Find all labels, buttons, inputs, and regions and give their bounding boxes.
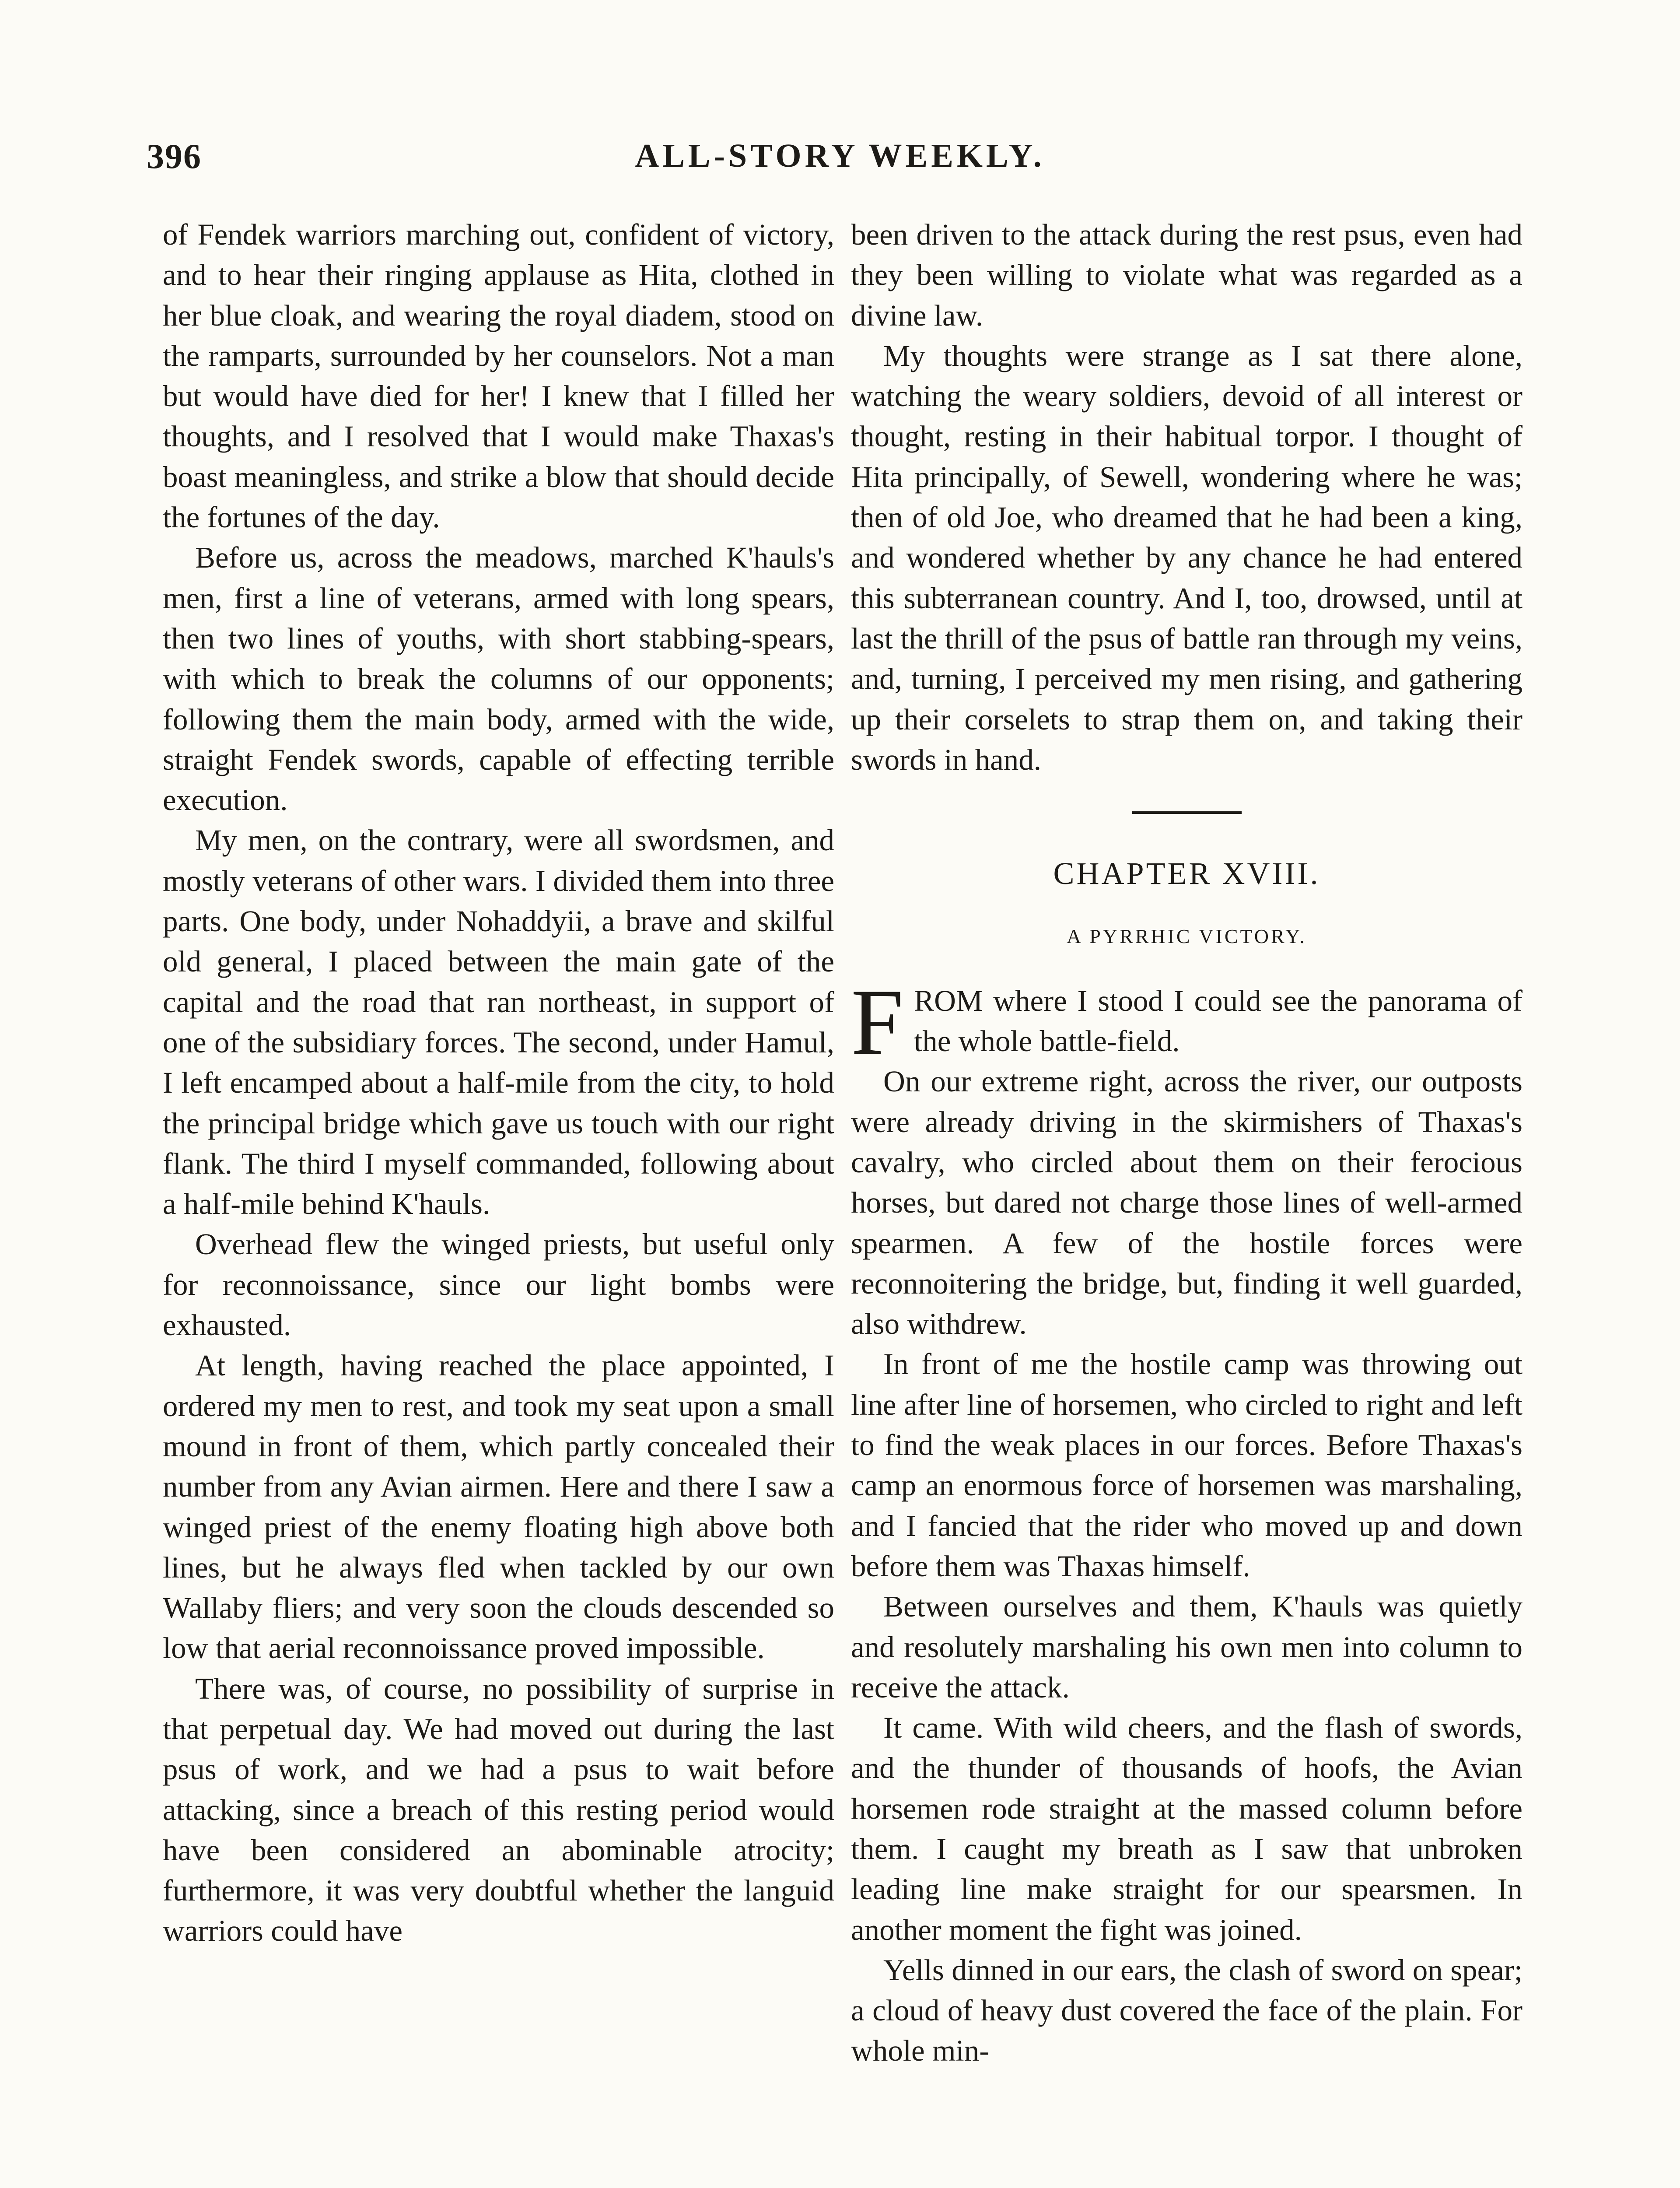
paragraph: Between ourselves and them, K'hauls was quietly and resolutely marshaling his own men into column to receive the attack. [851,1590,1522,1704]
section-divider [1132,811,1242,814]
right-column [851,214,1522,2071]
opening-paragraph-text: ROM where I stood I could see the panorama of the whole battle-field. [914,984,1522,1058]
page-number: 396 [147,137,202,176]
paragraph: My thoughts were strange as I sat there alone, watching the weary soldiers, devoid of all interest or thought, resting in their habitual torpor. I thought of Hita principally, of Sewell, wondering where he was; then of old Joe, who dreamed that he had been a king, and wondered whether by any chance he had entered this subterranean country. And I, too, drowsed, until at last the thrill of the psus of battle ran through my veins, and, turning, I perceived my men rising, and gathering up their corselets to strap them on, and taking their swords in hand. [851,339,1522,776]
running-head: ALL-STORY WEEKLY. [635,137,1045,174]
paragraph: Before us, across the meadows, marched K'hauls's men, first a line of veterans, armed with long spears, then two lines of youths, with short stabbing-spears, with which to break the columns of our opponents; following them the main body, armed with the wide, straight Fendek swords, capable of effecting terrible execution. [163,541,834,817]
paragraph: There was, of course, no possibility of surprise in that perpetual day. We had moved out during the last psus of work, and we had a psus to wait before attacking, since a breach of this resting period would have been considered an abominable atrocity; furthermore, it was very doubtful whether the languid warriors could have [163,1672,834,1948]
paragraph: of Fendek warriors marching out, confident of victory, and to hear their ringing applause as Hita, clothed in her blue cloak, and wearing the royal diadem, stood on the ramparts, surrounded by her counselors. Not a man but would have died for her! I knew that I filled her thoughts, and I resolved that I would make Thaxas's boast meaningless, and strike a blow that should decide the fortunes of the day. [163,218,834,534]
paragraph: In front of me the hostile camp was throwing out line after line of horsemen, who circled to right and left to find the weak places in our forces. Before Thaxas's camp an enormous force of horsemen was marshaling, and I fancied that the rider who moved up and down before them was Thaxas himself. [851,1347,1522,1583]
paragraph: On our extreme right, across the river, our outposts were already driving in the skirmishers of Thaxas's cavalry, who circled about them on their ferocious horses, but dared not charge those lines of well-armed spearmen. A few of the hostile forces were reconnoitering the bridge, but, finding it well guarded, also withdrew. [851,1065,1522,1341]
paragraph: It came. With wild cheers, and the flash of swords, and the thunder of thousands of hoofs, the Avian horsemen rode straight at the massed column before them. I caught my breath as I saw that unbroken leading line make straight for our spearsmen. In another moment the fight was joined. [851,1711,1522,1946]
left-column [163,214,834,1951]
opening-paragraph [851,969,1522,1074]
paragraph: Yells dinned in our ears, the clash of sword on spear; a cloud of heavy dust covered the face of the plain. For whole min- [851,1953,1522,2068]
chapter-title: CHAPTER XVIII. [1053,856,1320,891]
paragraph: Overhead flew the winged priests, but useful only for reconnoissance, since our light bombs were exhausted. [163,1227,834,1342]
drop-cap: F [851,969,904,1074]
paragraph: been driven to the attack during the rest psus, even had they been willing to violate what was regarded as a divine law. [851,218,1522,332]
paragraph: My men, on the contrary, were all swordsmen, and mostly veterans of other wars. I divided them into three parts. One body, under Nohaddyii, a brave and skilful old general, I placed between the main gate of the capital and the road that ran northeast, in support of one of the subsidiary forces. The second, under Hamul, I left encamped about a half-mile from the city, to hold the principal bridge which gave us touch with our right flank. The third I myself commanded, following about a half-mile behind K'hauls. [163,824,834,1221]
paragraph: At length, having reached the place appointed, I ordered my men to rest, and took my seat upon a small mound in front of them, which partly concealed their number from any Avian airmen. Here and there I saw a winged priest of the enemy floating high above both lines, but he always fled when tackled by our own Wallaby fliers; and very soon the clouds descended so low that aerial reconnoissance proved impossible. [163,1349,834,1665]
chapter-subtitle: A PYRRHIC VICTORY. [1067,925,1307,948]
